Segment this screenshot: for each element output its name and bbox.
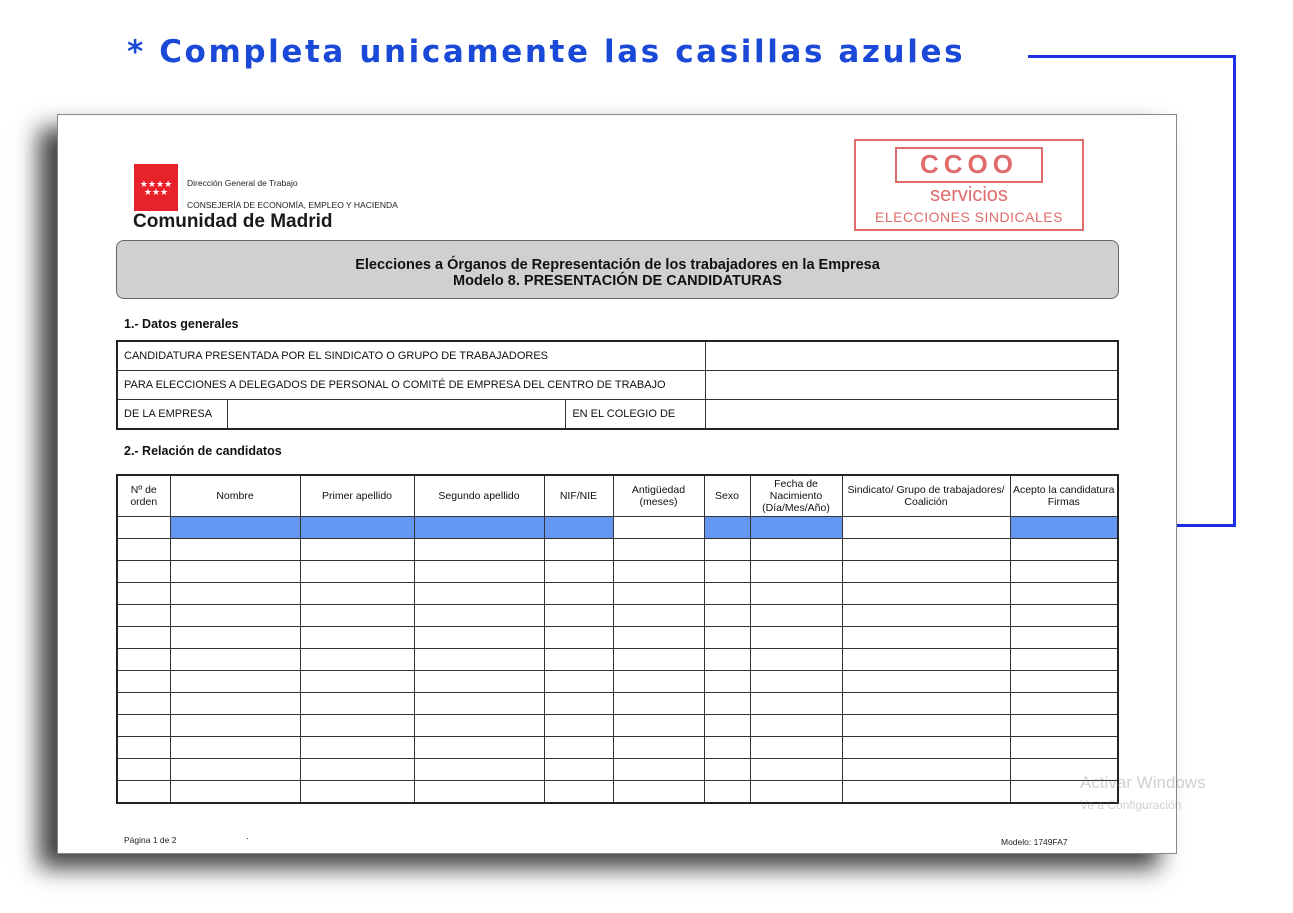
candidate-cell[interactable] <box>300 605 414 627</box>
candidate-cell[interactable] <box>704 539 750 561</box>
candidate-cell[interactable] <box>414 715 544 737</box>
candidate-cell[interactable] <box>842 781 1010 804</box>
candidate-cell <box>117 781 170 804</box>
candidate-cell[interactable] <box>1010 715 1118 737</box>
candidate-cell[interactable] <box>544 583 613 605</box>
candidate-cell[interactable] <box>704 693 750 715</box>
candidate-cell[interactable] <box>300 715 414 737</box>
candidate-cell[interactable] <box>750 693 842 715</box>
col-header: Nombre <box>170 475 300 517</box>
stamp-elecciones: ELECCIONES SINDICALES <box>875 209 1063 225</box>
connector-line-top <box>1028 55 1236 58</box>
form-page <box>57 114 1177 854</box>
candidate-cell[interactable] <box>414 759 544 781</box>
col-header: Segundo apellido <box>414 475 544 517</box>
candidate-cell[interactable] <box>704 627 750 649</box>
candidate-cell <box>117 583 170 605</box>
candidate-cell[interactable] <box>300 759 414 781</box>
candidate-row <box>117 539 1118 561</box>
gen-row3-field-b[interactable] <box>706 400 1119 430</box>
candidate-cell[interactable] <box>613 539 704 561</box>
candidate-cell[interactable] <box>842 605 1010 627</box>
candidate-cell <box>117 627 170 649</box>
candidate-cell[interactable] <box>613 583 704 605</box>
candidate-cell[interactable] <box>170 517 300 539</box>
candidate-row <box>117 517 1118 539</box>
col-header: Nº de orden <box>117 475 170 517</box>
candidate-cell[interactable] <box>704 737 750 759</box>
candidate-cell <box>117 671 170 693</box>
candidate-row <box>117 715 1118 737</box>
connector-line-vertical <box>1233 55 1236 527</box>
candidate-cell[interactable] <box>414 781 544 804</box>
ccoo-logo: CCOO <box>895 147 1043 183</box>
candidate-cell[interactable] <box>613 649 704 671</box>
candidate-cell[interactable] <box>613 671 704 693</box>
candidate-cell[interactable] <box>300 693 414 715</box>
candidate-cell[interactable] <box>414 737 544 759</box>
candidate-cell[interactable] <box>544 671 613 693</box>
candidate-cell[interactable] <box>750 649 842 671</box>
candidate-cell[interactable] <box>750 517 842 539</box>
candidate-cell[interactable] <box>1010 539 1118 561</box>
col-header: Sexo <box>704 475 750 517</box>
candidate-cell[interactable] <box>842 737 1010 759</box>
col-header: Fecha de Nacimiento (Día/Mes/Año) <box>750 475 842 517</box>
candidate-cell[interactable] <box>300 781 414 804</box>
ccoo-stamp <box>854 139 1084 231</box>
candidate-cell <box>117 539 170 561</box>
candidate-cell <box>117 759 170 781</box>
candidate-cell[interactable] <box>414 583 544 605</box>
section1-heading: 1.- Datos generales <box>124 317 239 331</box>
col-header: Acepto la candidatura Firmas <box>1010 475 1118 517</box>
candidate-cell[interactable] <box>842 561 1010 583</box>
col-header: Primer apellido <box>300 475 414 517</box>
candidate-cell[interactable] <box>300 517 414 539</box>
candidate-cell[interactable] <box>750 539 842 561</box>
candidate-cell[interactable] <box>842 759 1010 781</box>
candidate-row <box>117 605 1118 627</box>
candidate-cell[interactable] <box>704 583 750 605</box>
form-title-line1: Elecciones a Órganos de Representación de los trabajadores en la Empresa <box>355 257 880 273</box>
candidate-cell[interactable] <box>170 737 300 759</box>
candidate-cell[interactable] <box>1010 517 1118 539</box>
candidate-cell[interactable] <box>414 605 544 627</box>
candidate-cell[interactable] <box>750 671 842 693</box>
candidate-cell[interactable] <box>170 539 300 561</box>
candidate-cell[interactable] <box>170 605 300 627</box>
candidate-cell[interactable] <box>1010 649 1118 671</box>
general-data-table <box>116 340 1119 430</box>
madrid-flag-icon: ★★★★ ★★★ <box>134 164 178 211</box>
candidate-cell[interactable] <box>170 693 300 715</box>
ministry-name: CONSEJERÍA DE ECONOMÍA, EMPLEO Y HACIENDA <box>187 200 398 210</box>
candidate-cell[interactable] <box>300 649 414 671</box>
candidate-cell[interactable] <box>613 737 704 759</box>
candidates-body <box>117 517 1118 804</box>
candidate-cell[interactable] <box>1010 693 1118 715</box>
footer-dot: · <box>246 833 249 843</box>
candidate-cell[interactable] <box>414 561 544 583</box>
candidate-cell <box>117 517 170 539</box>
candidate-cell[interactable] <box>544 517 613 539</box>
model-code: Modelo: 1749FA7 <box>1001 837 1068 847</box>
candidate-cell[interactable] <box>1010 605 1118 627</box>
candidate-cell[interactable] <box>750 781 842 804</box>
gen-row3-label-b: EN EL COLEGIO DE <box>566 400 706 430</box>
candidate-cell <box>117 693 170 715</box>
candidate-cell[interactable] <box>414 627 544 649</box>
candidate-cell[interactable] <box>1010 627 1118 649</box>
form-title-line2: Modelo 8. PRESENTACIÓN DE CANDIDATURAS <box>453 273 782 289</box>
candidate-cell[interactable] <box>1010 583 1118 605</box>
candidate-cell[interactable] <box>300 561 414 583</box>
candidate-cell[interactable] <box>842 649 1010 671</box>
candidates-header-row <box>117 475 1118 517</box>
candidate-cell[interactable] <box>842 583 1010 605</box>
page-number: Página 1 de 2 <box>124 835 177 845</box>
candidate-cell[interactable] <box>842 517 1010 539</box>
form-title <box>116 240 1119 299</box>
candidate-cell[interactable] <box>750 715 842 737</box>
candidate-cell[interactable] <box>704 649 750 671</box>
candidate-cell[interactable] <box>704 605 750 627</box>
col-header: NIF/NIE <box>544 475 613 517</box>
candidate-row <box>117 583 1118 605</box>
candidate-cell[interactable] <box>704 715 750 737</box>
gen-row1-label: CANDIDATURA PRESENTADA POR EL SINDICATO O GRUPO DE TRABAJADORES <box>117 341 706 371</box>
instruction-banner: * Completa unicamente las casillas azules <box>127 34 966 70</box>
candidate-cell[interactable] <box>750 627 842 649</box>
department-name: Dirección General de Trabajo <box>187 178 298 188</box>
candidate-cell[interactable] <box>544 715 613 737</box>
candidate-cell[interactable] <box>613 605 704 627</box>
candidate-cell[interactable] <box>414 671 544 693</box>
candidate-cell[interactable] <box>842 627 1010 649</box>
candidate-cell[interactable] <box>170 583 300 605</box>
candidate-cell[interactable] <box>300 627 414 649</box>
candidate-row <box>117 649 1118 671</box>
col-header: Sindicato/ Grupo de trabajadores/ Coalición <box>842 475 1010 517</box>
gen-row2-label: PARA ELECCIONES A DELEGADOS DE PERSONAL O COMITÉ DE EMPRESA DEL CENTRO DE TRABAJO <box>117 371 706 400</box>
candidate-cell[interactable] <box>544 737 613 759</box>
candidate-cell[interactable] <box>170 781 300 804</box>
candidate-cell[interactable] <box>414 539 544 561</box>
candidate-row <box>117 561 1118 583</box>
candidate-cell[interactable] <box>544 627 613 649</box>
candidate-cell[interactable] <box>613 627 704 649</box>
watermark-line2: Ve a Configuración <box>1080 798 1182 812</box>
candidate-cell[interactable] <box>704 517 750 539</box>
candidate-cell[interactable] <box>170 671 300 693</box>
candidate-cell[interactable] <box>704 561 750 583</box>
candidate-cell[interactable] <box>414 649 544 671</box>
windows-activation-watermark <box>1080 760 1206 820</box>
candidate-cell[interactable] <box>414 517 544 539</box>
candidate-cell[interactable] <box>170 627 300 649</box>
watermark-line1: Activar Windows <box>1080 773 1206 792</box>
candidate-cell <box>117 561 170 583</box>
candidate-cell[interactable] <box>842 715 1010 737</box>
organization-name: Comunidad de Madrid <box>133 211 333 232</box>
candidate-cell <box>117 715 170 737</box>
candidate-cell[interactable] <box>300 671 414 693</box>
candidate-cell[interactable] <box>300 539 414 561</box>
candidate-cell[interactable] <box>170 759 300 781</box>
candidate-cell[interactable] <box>300 583 414 605</box>
candidate-cell[interactable] <box>544 759 613 781</box>
candidate-cell[interactable] <box>704 781 750 804</box>
candidate-row <box>117 759 1118 781</box>
candidate-cell[interactable] <box>613 561 704 583</box>
candidate-cell[interactable] <box>613 759 704 781</box>
candidate-cell[interactable] <box>544 649 613 671</box>
candidate-cell[interactable] <box>613 693 704 715</box>
candidate-cell <box>117 649 170 671</box>
stamp-servicios: servicios <box>930 184 1008 206</box>
candidate-cell[interactable] <box>750 561 842 583</box>
candidate-cell[interactable] <box>544 781 613 804</box>
candidate-cell[interactable] <box>842 539 1010 561</box>
candidate-cell[interactable] <box>170 649 300 671</box>
gen-row2-field[interactable] <box>706 371 1119 400</box>
candidate-cell[interactable] <box>613 715 704 737</box>
candidate-cell[interactable] <box>613 781 704 804</box>
candidate-cell[interactable] <box>704 671 750 693</box>
candidate-cell[interactable] <box>704 759 750 781</box>
gen-row3-label-a: DE LA EMPRESA <box>117 400 228 430</box>
candidate-row <box>117 693 1118 715</box>
candidate-cell[interactable] <box>1010 561 1118 583</box>
candidate-cell[interactable] <box>544 539 613 561</box>
candidate-cell[interactable] <box>750 605 842 627</box>
candidate-cell <box>117 605 170 627</box>
candidate-cell[interactable] <box>750 737 842 759</box>
col-header: Antigüedad (meses) <box>613 475 704 517</box>
candidate-cell[interactable] <box>170 715 300 737</box>
candidate-cell[interactable] <box>170 561 300 583</box>
candidate-cell[interactable] <box>414 693 544 715</box>
candidate-cell[interactable] <box>300 737 414 759</box>
candidate-cell[interactable] <box>750 583 842 605</box>
candidate-row <box>117 737 1118 759</box>
candidate-row <box>117 781 1118 804</box>
gen-row3-field-a[interactable] <box>228 400 566 430</box>
candidate-cell[interactable] <box>842 693 1010 715</box>
section2-heading: 2.- Relación de candidatos <box>124 444 282 458</box>
candidate-cell[interactable] <box>544 693 613 715</box>
candidate-cell[interactable] <box>1010 671 1118 693</box>
candidate-row <box>117 671 1118 693</box>
candidate-cell[interactable] <box>750 759 842 781</box>
candidate-cell <box>117 737 170 759</box>
candidate-cell[interactable] <box>544 605 613 627</box>
candidate-cell[interactable] <box>613 517 704 539</box>
candidate-cell[interactable] <box>544 561 613 583</box>
candidates-table <box>116 474 1119 804</box>
gen-row1-field[interactable] <box>706 341 1119 371</box>
candidate-row <box>117 627 1118 649</box>
candidate-cell[interactable] <box>1010 737 1118 759</box>
candidate-cell[interactable] <box>842 671 1010 693</box>
